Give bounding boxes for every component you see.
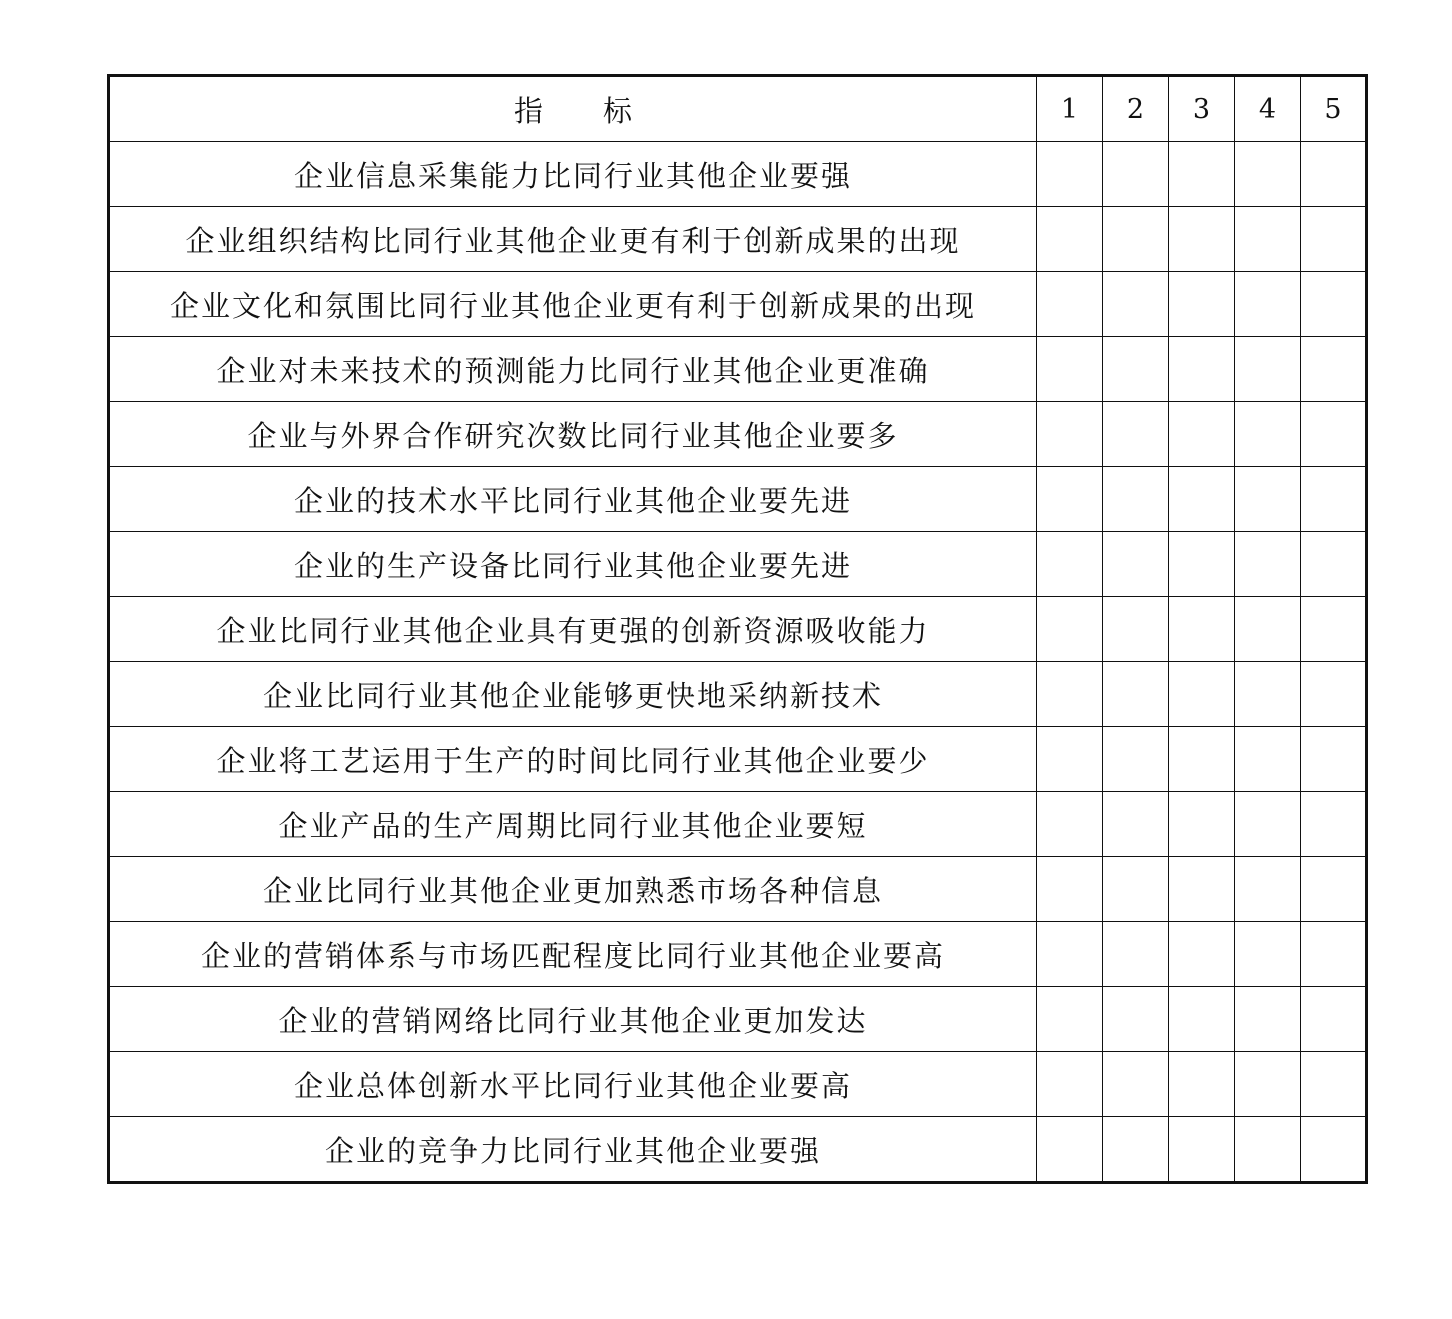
table-row: [109, 597, 1367, 662]
rating-cell-2[interactable]: [1103, 532, 1169, 597]
rating-cell-4[interactable]: [1235, 922, 1301, 987]
rating-cell-4[interactable]: [1235, 272, 1301, 337]
rating-cell-5[interactable]: [1301, 857, 1367, 922]
table-row: [109, 1052, 1367, 1117]
rating-cell-2[interactable]: [1103, 792, 1169, 857]
indicator-text: 企业组织结构比同行业其他企业更有利于创新成果的出现: [109, 207, 1037, 272]
rating-cell-4[interactable]: [1235, 337, 1301, 402]
rating-cell-1[interactable]: [1037, 727, 1103, 792]
rating-cell-3[interactable]: [1169, 987, 1235, 1052]
score-header-1: 1: [1037, 76, 1103, 142]
rating-cell-2[interactable]: [1103, 597, 1169, 662]
rating-cell-5[interactable]: [1301, 792, 1367, 857]
rating-cell-1[interactable]: [1037, 922, 1103, 987]
rating-cell-4[interactable]: [1235, 207, 1301, 272]
rating-cell-5[interactable]: [1301, 922, 1367, 987]
rating-cell-5[interactable]: [1301, 1052, 1367, 1117]
rating-cell-4[interactable]: [1235, 987, 1301, 1052]
rating-cell-4[interactable]: [1235, 792, 1301, 857]
rating-cell-3[interactable]: [1169, 402, 1235, 467]
header-row: [109, 76, 1367, 142]
rating-cell-2[interactable]: [1103, 922, 1169, 987]
rating-cell-1[interactable]: [1037, 467, 1103, 532]
score-header-2: 2: [1103, 76, 1169, 142]
indicator-text: 企业文化和氛围比同行业其他企业更有利于创新成果的出现: [109, 272, 1037, 337]
rating-cell-3[interactable]: [1169, 467, 1235, 532]
rating-cell-1[interactable]: [1037, 337, 1103, 402]
rating-cell-1[interactable]: [1037, 987, 1103, 1052]
table-body: [109, 142, 1367, 1183]
rating-cell-3[interactable]: [1169, 1052, 1235, 1117]
rating-cell-2[interactable]: [1103, 987, 1169, 1052]
rating-cell-2[interactable]: [1103, 402, 1169, 467]
rating-cell-5[interactable]: [1301, 467, 1367, 532]
rating-cell-5[interactable]: [1301, 337, 1367, 402]
table-row: [109, 272, 1367, 337]
table-row: [109, 402, 1367, 467]
rating-cell-3[interactable]: [1169, 532, 1235, 597]
rating-cell-1[interactable]: [1037, 662, 1103, 727]
rating-cell-5[interactable]: [1301, 662, 1367, 727]
rating-cell-5[interactable]: [1301, 597, 1367, 662]
table-row: [109, 922, 1367, 987]
rating-cell-3[interactable]: [1169, 597, 1235, 662]
rating-cell-3[interactable]: [1169, 207, 1235, 272]
rating-cell-5[interactable]: [1301, 272, 1367, 337]
rating-cell-1[interactable]: [1037, 1117, 1103, 1183]
table-row: [109, 207, 1367, 272]
indicator-text: 企业比同行业其他企业能够更快地采纳新技术: [109, 662, 1037, 727]
rating-cell-2[interactable]: [1103, 1117, 1169, 1183]
rating-cell-1[interactable]: [1037, 402, 1103, 467]
indicator-text: 企业的营销网络比同行业其他企业更加发达: [109, 987, 1037, 1052]
rating-cell-4[interactable]: [1235, 1052, 1301, 1117]
rating-cell-1[interactable]: [1037, 142, 1103, 207]
table-row: [109, 727, 1367, 792]
table-row: [109, 532, 1367, 597]
indicator-text: 企业比同行业其他企业更加熟悉市场各种信息: [109, 857, 1037, 922]
rating-cell-3[interactable]: [1169, 337, 1235, 402]
rating-cell-4[interactable]: [1235, 142, 1301, 207]
rating-cell-2[interactable]: [1103, 337, 1169, 402]
rating-cell-3[interactable]: [1169, 857, 1235, 922]
rating-cell-5[interactable]: [1301, 402, 1367, 467]
rating-cell-1[interactable]: [1037, 857, 1103, 922]
rating-cell-4[interactable]: [1235, 467, 1301, 532]
rating-cell-3[interactable]: [1169, 272, 1235, 337]
rating-cell-1[interactable]: [1037, 532, 1103, 597]
score-header-3: 3: [1169, 76, 1235, 142]
rating-cell-1[interactable]: [1037, 792, 1103, 857]
rating-cell-3[interactable]: [1169, 792, 1235, 857]
rating-cell-5[interactable]: [1301, 1117, 1367, 1183]
indicator-text: 企业将工艺运用于生产的时间比同行业其他企业要少: [109, 727, 1037, 792]
rating-cell-5[interactable]: [1301, 532, 1367, 597]
table-row: [109, 857, 1367, 922]
table-row: [109, 792, 1367, 857]
rating-cell-1[interactable]: [1037, 1052, 1103, 1117]
score-header-5: 5: [1301, 76, 1367, 142]
rating-cell-3[interactable]: [1169, 1117, 1235, 1183]
rating-cell-2[interactable]: [1103, 727, 1169, 792]
rating-cell-3[interactable]: [1169, 727, 1235, 792]
rating-cell-2[interactable]: [1103, 142, 1169, 207]
rating-cell-3[interactable]: [1169, 142, 1235, 207]
rating-cell-4[interactable]: [1235, 727, 1301, 792]
indicator-header: 指标: [109, 76, 1037, 142]
indicator-text: 企业的营销体系与市场匹配程度比同行业其他企业要高: [109, 922, 1037, 987]
rating-cell-2[interactable]: [1103, 272, 1169, 337]
indicator-text: 企业总体创新水平比同行业其他企业要高: [109, 1052, 1037, 1117]
indicator-text: 企业产品的生产周期比同行业其他企业要短: [109, 792, 1037, 857]
rating-cell-3[interactable]: [1169, 662, 1235, 727]
score-header-4: 4: [1235, 76, 1301, 142]
table-row: [109, 987, 1367, 1052]
rating-cell-2[interactable]: [1103, 1052, 1169, 1117]
rating-cell-4[interactable]: [1235, 1117, 1301, 1183]
table-row: [109, 1117, 1367, 1183]
indicator-text: 企业的技术水平比同行业其他企业要先进: [109, 467, 1037, 532]
rating-cell-1[interactable]: [1037, 207, 1103, 272]
rating-cell-4[interactable]: [1235, 857, 1301, 922]
indicator-text: 企业比同行业其他企业具有更强的创新资源吸收能力: [109, 597, 1037, 662]
table-row: [109, 662, 1367, 727]
indicator-text: 企业信息采集能力比同行业其他企业要强: [109, 142, 1037, 207]
rating-cell-4[interactable]: [1235, 402, 1301, 467]
rating-cell-5[interactable]: [1301, 727, 1367, 792]
rating-cell-5[interactable]: [1301, 207, 1367, 272]
table-row: [109, 467, 1367, 532]
indicator-text: 企业的生产设备比同行业其他企业要先进: [109, 532, 1037, 597]
table-row: [109, 142, 1367, 207]
indicator-text: 企业与外界合作研究次数比同行业其他企业要多: [109, 402, 1037, 467]
rating-cell-5[interactable]: [1301, 142, 1367, 207]
rating-cell-2[interactable]: [1103, 857, 1169, 922]
indicator-text: 企业的竞争力比同行业其他企业要强: [109, 1117, 1037, 1183]
rating-cell-1[interactable]: [1037, 272, 1103, 337]
rating-cell-2[interactable]: [1103, 207, 1169, 272]
rating-cell-2[interactable]: [1103, 662, 1169, 727]
rating-cell-4[interactable]: [1235, 662, 1301, 727]
rating-cell-4[interactable]: [1235, 597, 1301, 662]
table-row: [109, 337, 1367, 402]
survey-table: [107, 74, 1368, 1184]
rating-cell-2[interactable]: [1103, 467, 1169, 532]
rating-cell-3[interactable]: [1169, 922, 1235, 987]
rating-cell-1[interactable]: [1037, 597, 1103, 662]
indicator-text: 企业对未来技术的预测能力比同行业其他企业更准确: [109, 337, 1037, 402]
rating-cell-5[interactable]: [1301, 987, 1367, 1052]
rating-cell-4[interactable]: [1235, 532, 1301, 597]
